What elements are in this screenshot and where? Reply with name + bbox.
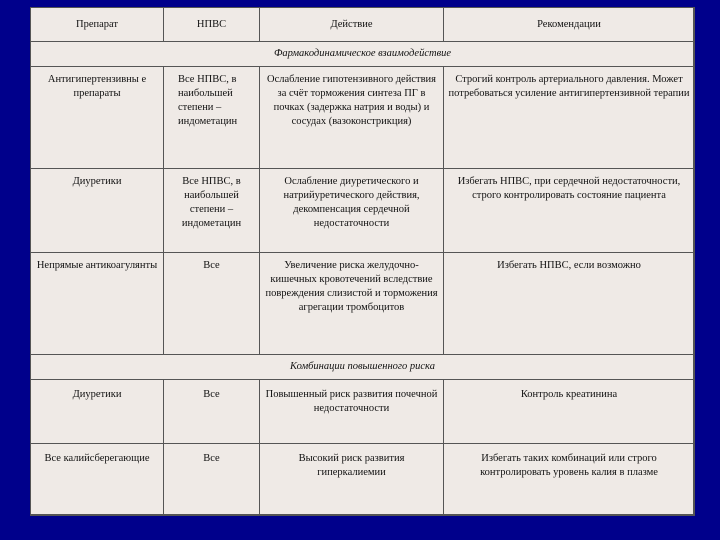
cell-drug: Все калийсберегающие [31,444,164,516]
header-action: Действие [260,8,444,42]
header-drug: Препарат [31,8,164,42]
table-row [31,169,695,253]
cell-action: Повышенный риск развития почечной недостаточности [260,380,444,444]
header-nsaid: НПВС [164,8,260,42]
section-row [31,42,695,67]
table-row [31,380,695,444]
cell-action: Ослабление диуретического и натрийуретического действия, декомпенсация сердечной недостаточности [260,169,444,253]
cell-recommendation: Избегать НПВС, если возможно [444,253,695,355]
header-row [31,8,695,42]
cell-recommendation: Избегать таких комбинаций или строго контролировать уровень калия в плазме [444,444,695,516]
cell-action: Увеличение риска желудочно-кишечных кровотечений вследствие повреждения слизистой и торможения агрегации тромбоцитов [260,253,444,355]
cell-nsaid: Все [164,444,260,516]
header-recommendations: Рекомендации [444,8,695,42]
slide-sheet [30,7,694,515]
cell-recommendation: Строгий контроль артериального давления. Может потребоваться усиление антигипертензивной терапии [444,67,695,169]
section-row [31,355,695,380]
cell-nsaid: Все НПВС, в наибольшей степени – индометацин [164,67,260,169]
cell-drug: Диуретики [31,380,164,444]
section-title-high-risk: Комбинации повышенного риска [31,355,695,380]
drug-interaction-table [30,7,695,516]
cell-drug: Непрямые антикоагулянты [31,253,164,355]
cell-action: Ослабление гипотензивного действия за счёт торможения синтеза ПГ в почках (задержка натрия и воды) и сосудах (вазоконстрикция) [260,67,444,169]
table-row [31,67,695,169]
section-title-pharmacodynamic: Фармакодинамическое взаимодействие [31,42,695,67]
cell-nsaid: Все [164,380,260,444]
table-row [31,444,695,516]
cell-nsaid: Все [164,253,260,355]
cell-action: Высокий риск развития гиперкалиемии [260,444,444,516]
table-row [31,253,695,355]
cell-drug: Антигипертензивны е препараты [31,67,164,169]
cell-recommendation: Контроль креатинина [444,380,695,444]
cell-nsaid: Все НПВС, в наибольшей степени – индометацин [164,169,260,253]
cell-recommendation: Избегать НПВС, при сердечной недостаточности, строго контролировать состояние пациента [444,169,695,253]
cell-drug: Диуретики [31,169,164,253]
